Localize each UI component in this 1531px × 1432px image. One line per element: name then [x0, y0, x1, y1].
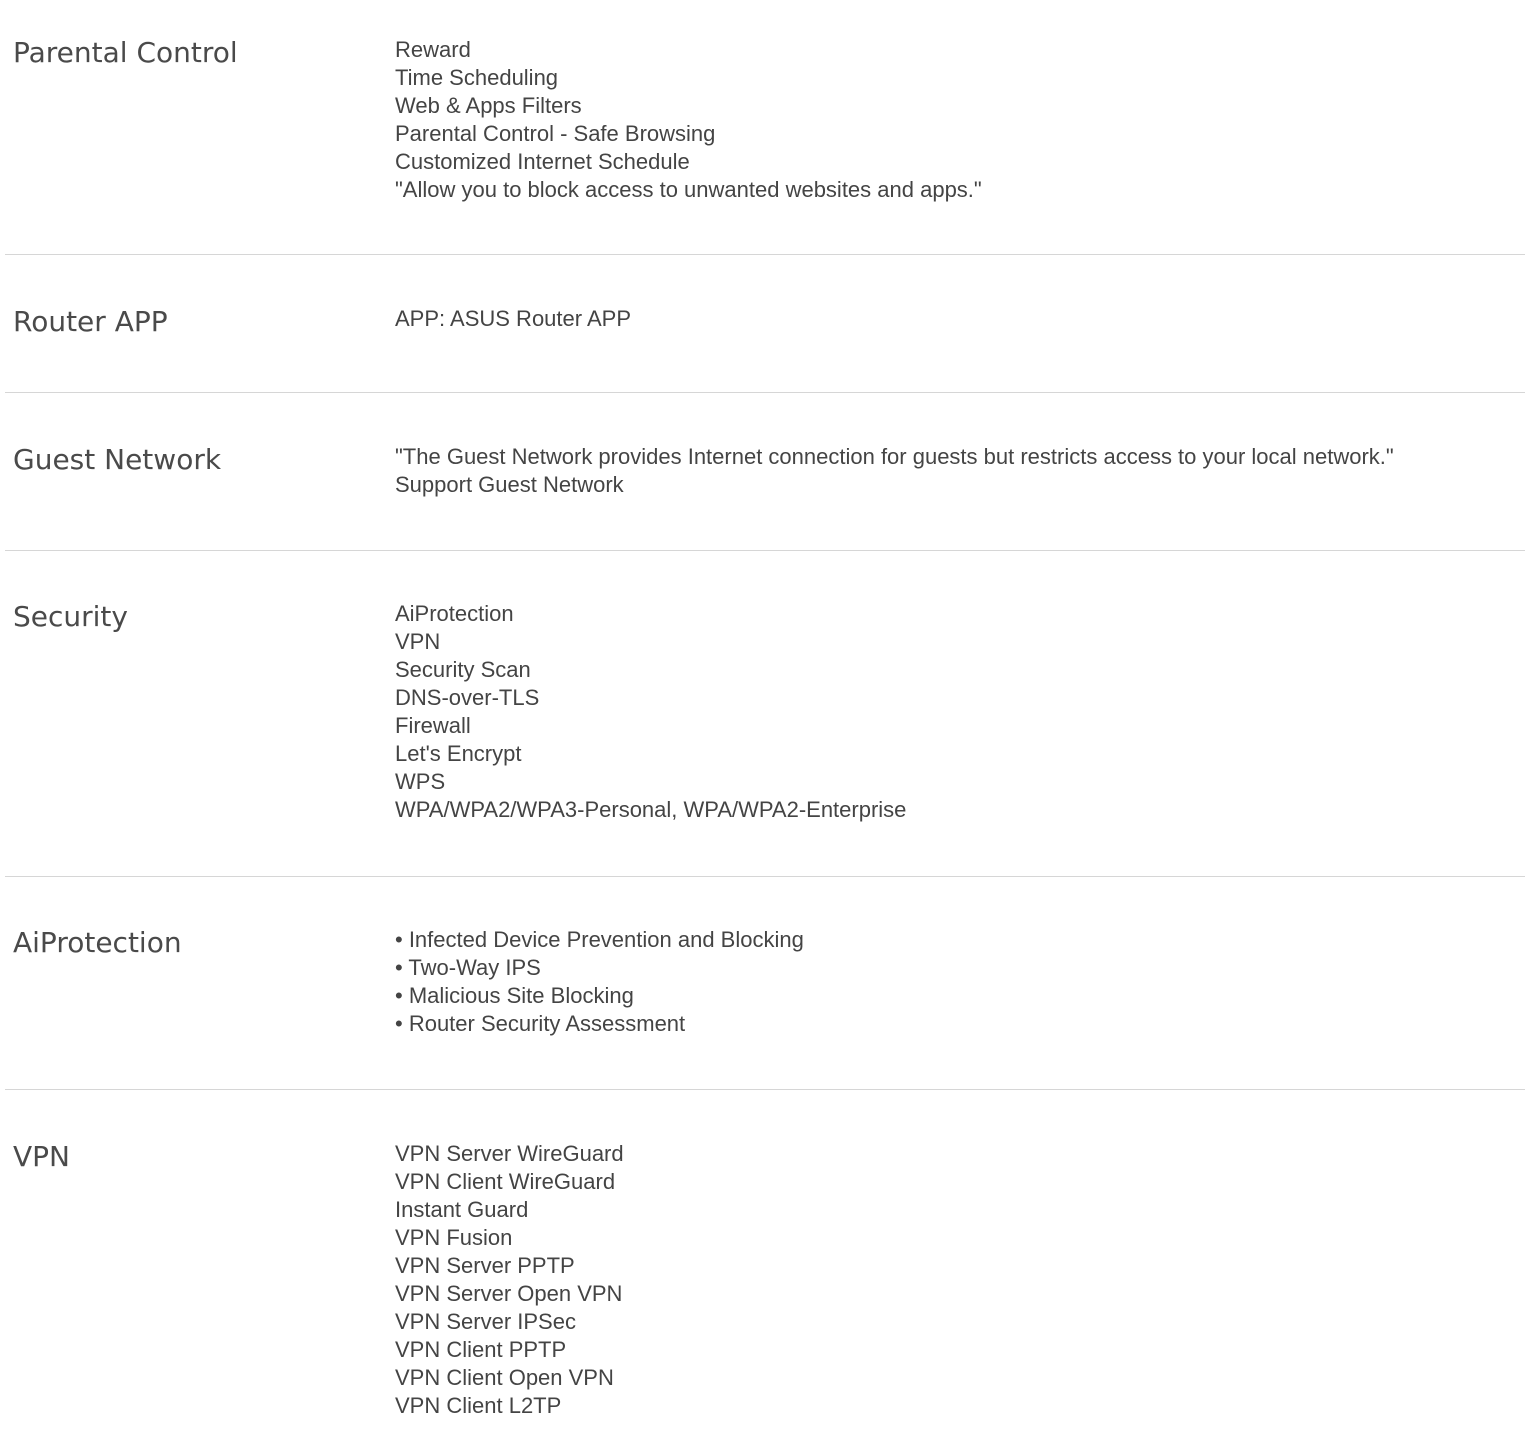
spec-value: DNS-over-TLS	[395, 685, 540, 710]
spec-value: • Two-Way IPS	[395, 955, 541, 980]
spec-value: VPN Fusion	[395, 1225, 513, 1250]
spec-value: VPN Client Open VPN	[395, 1365, 614, 1390]
spec-value: VPN	[395, 629, 441, 654]
row-divider	[5, 876, 1525, 877]
spec-label: VPN	[13, 1140, 70, 1173]
row-divider	[5, 1089, 1525, 1090]
spec-value: Parental Control - Safe Browsing	[395, 121, 716, 146]
spec-value: Let's Encrypt	[395, 741, 522, 766]
spec-label: Guest Network	[13, 443, 222, 476]
spec-label: Router APP	[13, 305, 168, 338]
spec-value: Instant Guard	[395, 1197, 529, 1222]
spec-value: Support Guest Network	[395, 472, 624, 497]
spec-value: AiProtection	[395, 601, 514, 626]
row-divider	[5, 254, 1525, 255]
spec-value: VPN Server PPTP	[395, 1253, 575, 1278]
spec-value: Reward	[395, 37, 471, 62]
spec-value: Security Scan	[395, 657, 531, 682]
spec-values	[395, 1140, 624, 1420]
spec-values	[395, 600, 906, 824]
spec-value: WPA/WPA2/WPA3-Personal, WPA/WPA2-Enterprise	[395, 797, 907, 822]
spec-label: Security	[13, 600, 128, 633]
spec-value: • Infected Device Prevention and Blocking	[395, 927, 804, 952]
row-divider	[5, 392, 1525, 393]
spec-value: WPS	[395, 769, 446, 794]
spec-value: Time Scheduling	[395, 65, 559, 90]
spec-values	[395, 443, 1394, 499]
row-divider	[5, 550, 1525, 551]
spec-value: • Malicious Site Blocking	[395, 983, 634, 1008]
spec-values	[395, 926, 804, 1038]
spec-value: Web & Apps Filters	[395, 93, 582, 118]
spec-label: AiProtection	[13, 926, 182, 959]
spec-value: Customized Internet Schedule	[395, 149, 690, 174]
spec-value: VPN Client PPTP	[395, 1337, 567, 1362]
spec-value: VPN Client WireGuard	[395, 1169, 616, 1194]
spec-value: APP: ASUS Router APP	[395, 306, 632, 331]
spec-label: Parental Control	[13, 36, 238, 69]
spec-value: VPN Server IPSec	[395, 1309, 576, 1334]
spec-value: VPN Server Open VPN	[395, 1281, 623, 1306]
spec-values	[395, 305, 631, 333]
spec-values	[395, 36, 982, 204]
spec-value: "The Guest Network provides Internet connection for guests but restricts access to your local network."	[395, 444, 1394, 469]
spec-value: • Router Security Assessment	[395, 1011, 686, 1036]
spec-value: VPN Server WireGuard	[395, 1141, 624, 1166]
spec-value: Firewall	[395, 713, 471, 738]
spec-value: VPN Client L2TP	[395, 1393, 562, 1418]
spec-value: "Allow you to block access to unwanted websites and apps."	[395, 177, 982, 202]
